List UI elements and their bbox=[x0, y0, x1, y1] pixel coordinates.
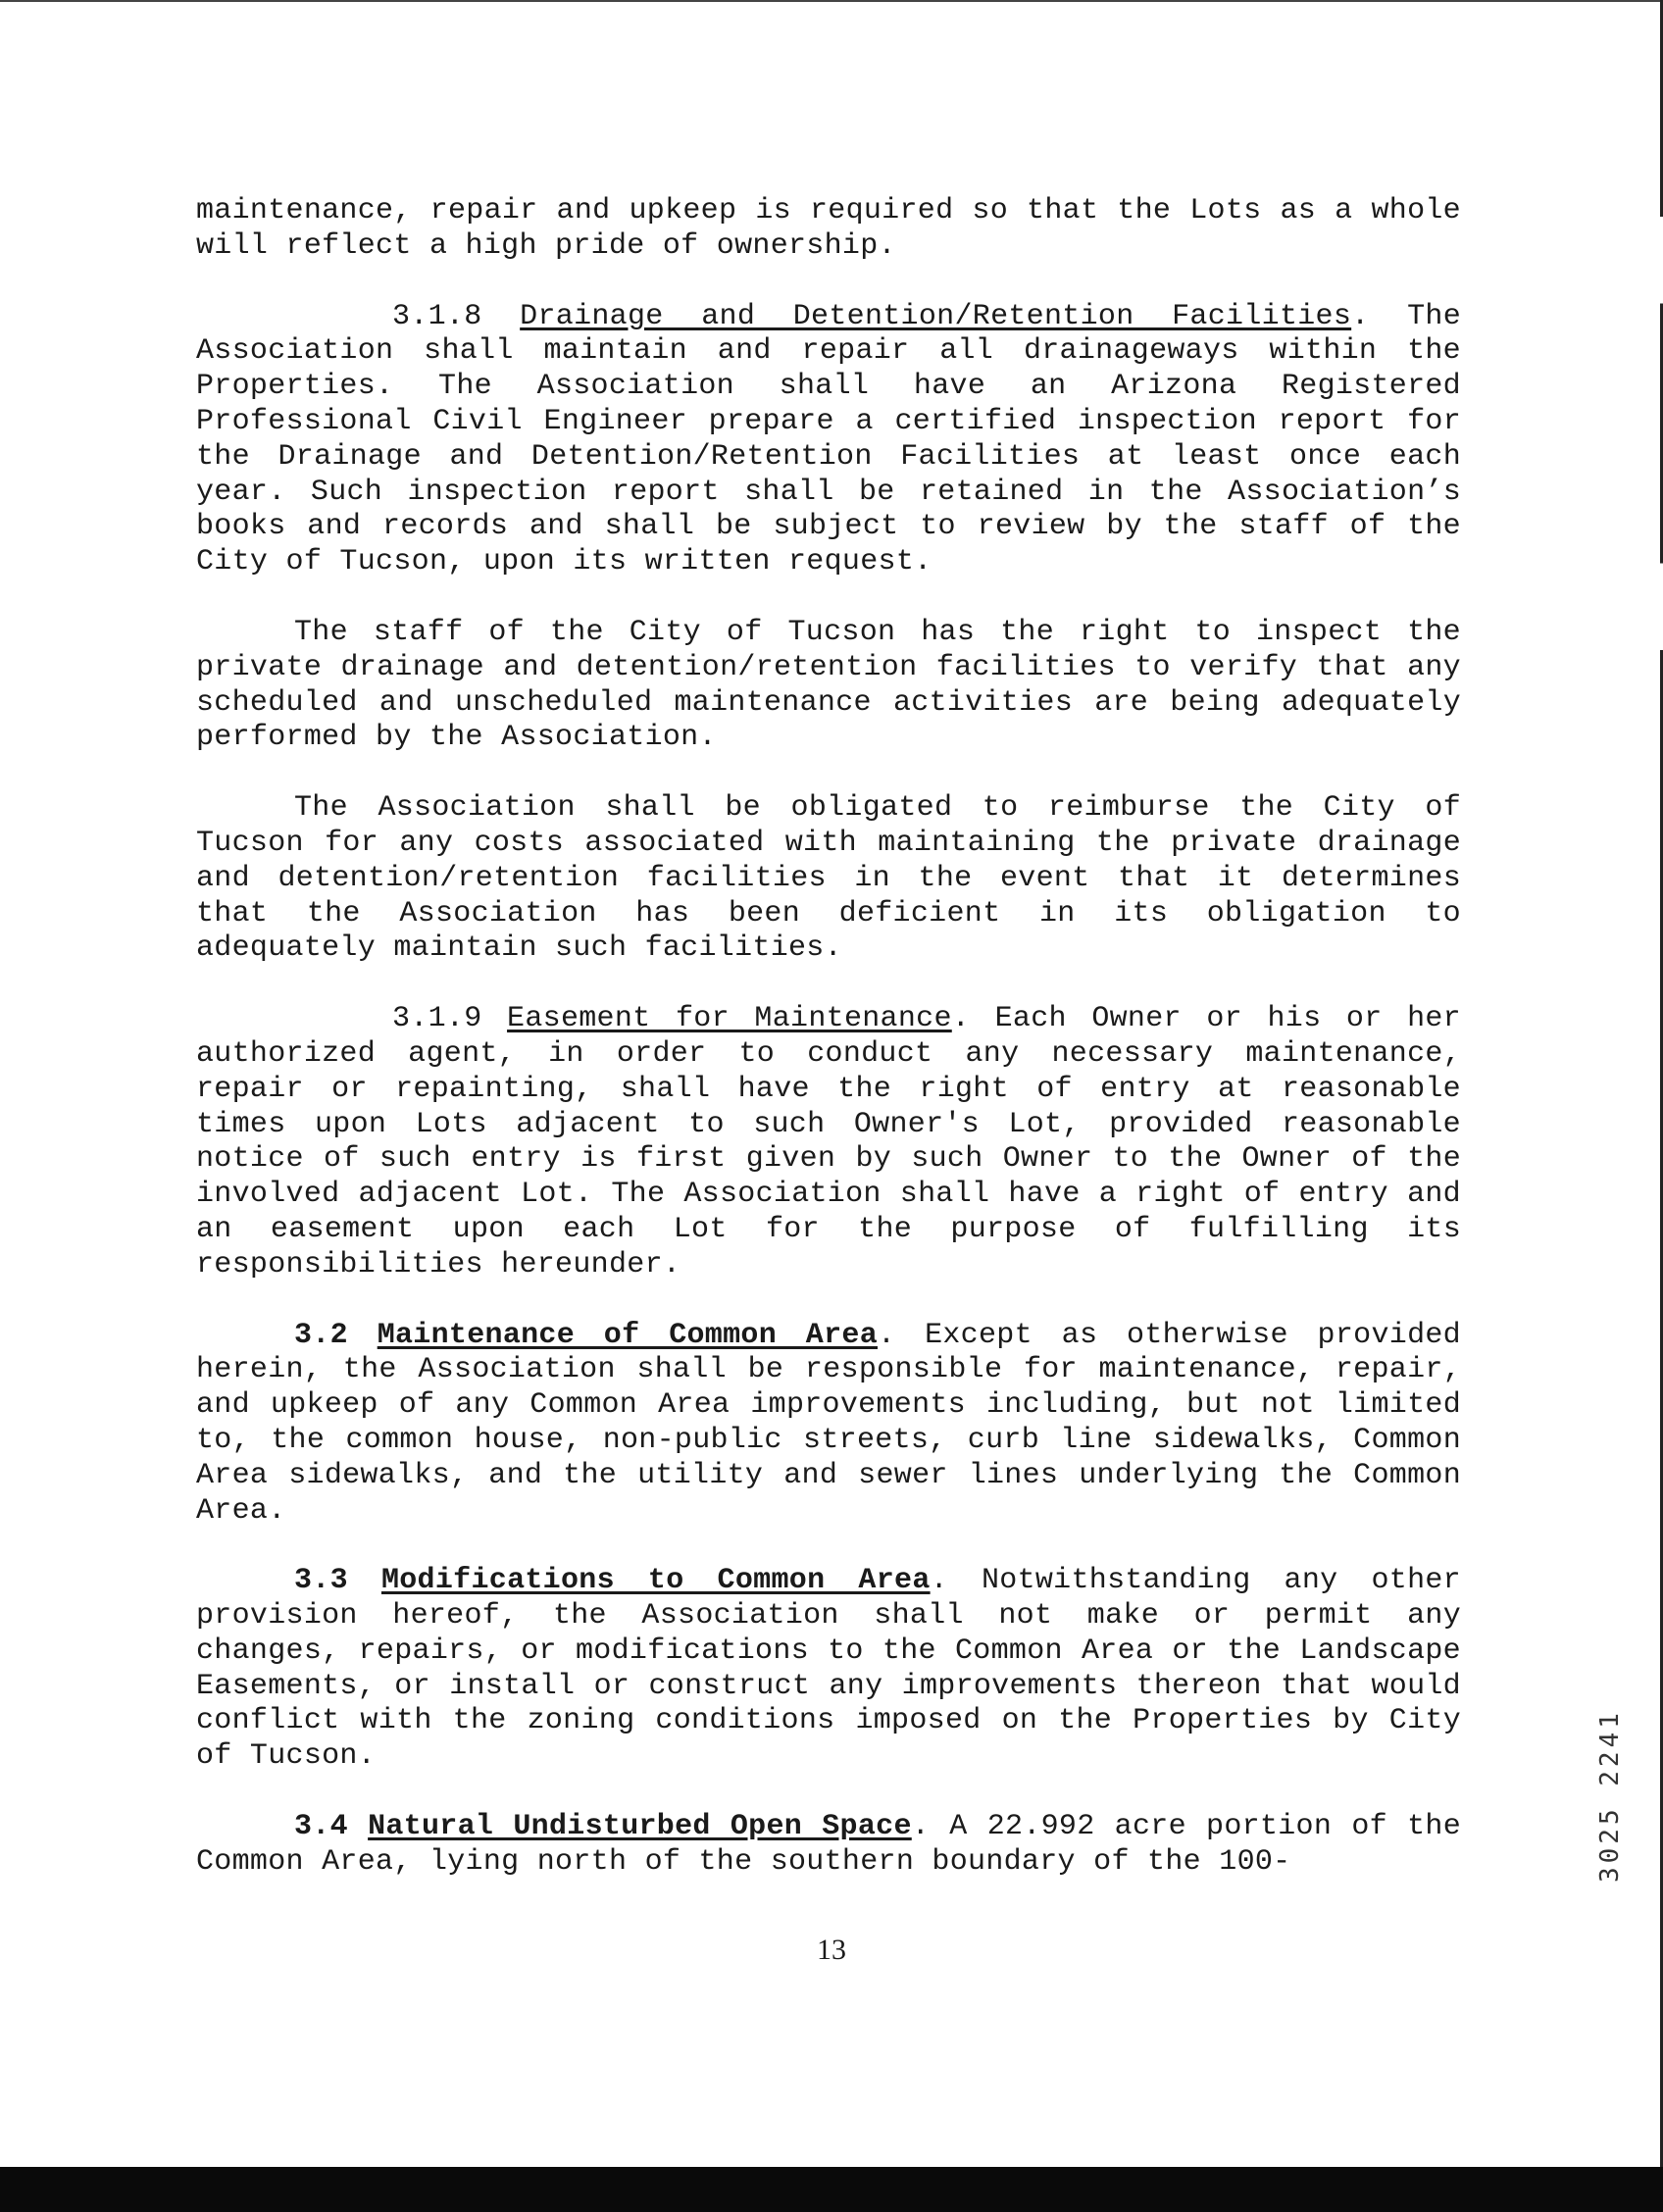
section-heading: Drainage and Detention/Retention Facilities bbox=[520, 299, 1352, 333]
staff-inspection-paragraph: The staff of the City of Tucson has the right to inspect the private drainage and detention/retention facilities to verify that any scheduled and unscheduled maintenance activities are being adequately performed by the Association. bbox=[196, 615, 1461, 755]
section-3-3 bbox=[196, 1564, 1461, 1775]
continuation-paragraph: maintenance, repair and upkeep is required so that the Lots as a whole will reflect a high pride of ownership. bbox=[196, 194, 1461, 263]
section-3-1-9 bbox=[196, 1002, 1461, 1282]
section-text: . Each Owner or his or her authorized agent, in order to conduct any necessary maintenance, repair or repainting, shall have the right of entry at reasonable times upon Lots adjacent to such Owner's Lot, provided reasonable notice of such entry is first given by such Owner to the Owner of the involved adjacent Lot. The Association shall have a right of entry and an easement upon each Lot for the purpose of fulfilling its responsibilities hereunder. bbox=[196, 1002, 1461, 1282]
section-text: . Notwithstanding any other provision hereof, the Association shall not make or permit any changes, repairs, or modifications to the Common Area or the Landscape Easements, or install or construct any improvements thereon that would conflict with the zoning conditions imposed on the Properties by City of Tucson. bbox=[196, 1564, 1461, 1774]
reimbursement-paragraph: The Association shall be obligated to reimburse the City of Tucson for any costs associated with maintaining the private drainage and detention/retention facilities in the event that it determines that the Association has been deficient in its obligation to adequately maintain such facilities. bbox=[196, 791, 1461, 966]
page-number: 13 bbox=[817, 1934, 846, 1966]
section-number: 3.3 bbox=[294, 1564, 348, 1598]
body-text bbox=[196, 194, 1461, 1916]
section-heading: Modifications to Common Area bbox=[380, 1564, 931, 1598]
section-heading: Easement for Maintenance bbox=[507, 1002, 952, 1036]
scan-bottom-edge bbox=[0, 2167, 1663, 2212]
section-number: 3.1.9 bbox=[392, 1002, 482, 1036]
section-text: . The Association shall maintain and repair all drainageways within the Properties. The Association shall have an Arizona Registered Professional Civil Engineer prepare a certified inspection report for the Drainage and Detention/Retention Facilities at least once each year. Such inspection report shall be retained in the Association’s books and records and shall be subject to review by the staff of the City of Tucson, upon its written request. bbox=[196, 299, 1462, 579]
section-number: 3.4 bbox=[294, 1810, 348, 1844]
section-3-4 bbox=[196, 1810, 1461, 1881]
section-3-2 bbox=[196, 1319, 1461, 1530]
recording-stamp bbox=[1574, 1539, 1625, 1883]
recording-stamp-text: 3025 2241 bbox=[1595, 1709, 1625, 1883]
section-number: 3.2 bbox=[294, 1318, 348, 1352]
section-heading: Maintenance of Common Area bbox=[377, 1318, 878, 1352]
section-number: 3.1.8 bbox=[392, 299, 482, 333]
section-heading: Natural Undisturbed Open Space bbox=[368, 1810, 912, 1844]
scan-top-edge bbox=[0, 0, 1663, 2]
section-text: . Except as otherwise provided herein, the Association shall be responsible for maintenance, repair, and upkeep of any Common Area improvements including, but not limited to, the common house, non-public streets, curb line sidewalks, Common Area sidewalks, and the utility and sewer lines underlying the Common Area. bbox=[196, 1318, 1461, 1528]
section-3-1-8 bbox=[196, 300, 1461, 580]
section-text: . A 22.992 acre portion of the Common Area, lying north of the southern boundary of the 100- bbox=[196, 1810, 1462, 1879]
